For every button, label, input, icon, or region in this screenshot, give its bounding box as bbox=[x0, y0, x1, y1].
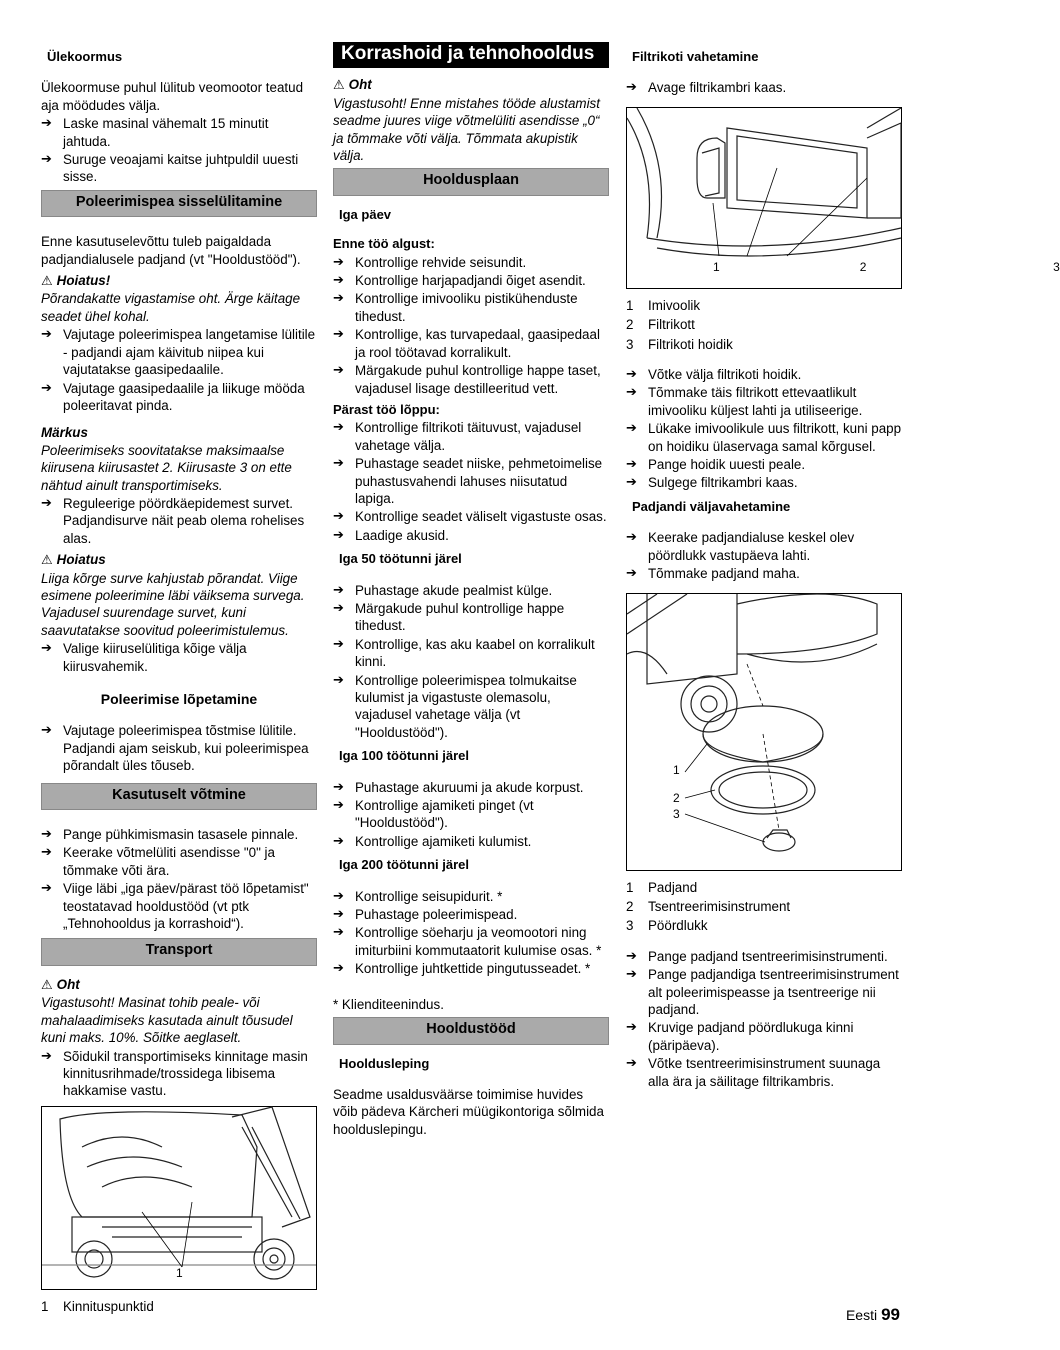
step: ➔ Viige läbi „iga päev/pärast töö lõpetamist" teostatavad hooldustööd (vt ptk „Tehnohooldus ja korrashoid“). bbox=[41, 880, 317, 932]
section-bar-hooldusplaan: Hooldusplaan bbox=[333, 168, 609, 195]
warning-title: Hoiatus! bbox=[56, 273, 111, 289]
heading-lopetamine: Poleerimise lõpetamine bbox=[100, 691, 258, 707]
step: ➔ Keerake padjandialuse keskel olev pöördlukk vastupäeva lahti. bbox=[626, 529, 902, 564]
pad-illustration bbox=[627, 594, 901, 870]
machine-illustration bbox=[42, 1107, 316, 1289]
step: ➔ Puhastage poleerimispead. bbox=[333, 906, 609, 923]
legend-item: 2 Filtrikott bbox=[626, 317, 695, 333]
note-title: Märkus bbox=[41, 425, 88, 441]
warning-text: Liiga kõrge surve kahjustab põrandat. Viige esimene poleerimine läbi väiksema survega. Vajadusel suurendage survet, kuni saavutatakse soovitud poleerimistulemus. bbox=[41, 570, 305, 638]
heading-iga-paev: Iga päev bbox=[339, 206, 392, 222]
legend-item: 3 Filtrikoti hoidik bbox=[626, 336, 733, 352]
step: ➔ Sulgege filtrikambri kaas. bbox=[626, 474, 902, 491]
legend-item: 1 Kinnituspunktid bbox=[41, 1298, 154, 1314]
legend-item: 2 Tsentreerimisinstrument bbox=[626, 898, 791, 914]
figure-transport bbox=[41, 1106, 317, 1290]
step: ➔ Tõmmake täis filtrikott ettevaatlikult imivooliku küljest lahti ja utiliseerige. bbox=[626, 384, 902, 419]
heading-hooldusleping: Hooldusleping bbox=[339, 1055, 430, 1071]
danger-heading bbox=[41, 976, 317, 994]
legend-item: 3 Pöördlukk bbox=[626, 918, 708, 934]
step: ➔ Pange pühkimismasin tasasele pinnale. bbox=[41, 826, 317, 843]
warning-triangle-icon: ⚠ bbox=[41, 977, 53, 993]
step: ➔ Kontrollige seadet väliselt vigastuste osas. bbox=[333, 508, 609, 525]
step: ➔ Laske masinal vähemalt 15 minutit jahtuda. bbox=[41, 115, 317, 150]
section-bar-transport: Transport bbox=[41, 938, 317, 965]
heading-ylekoormus: Ülekoormus bbox=[47, 49, 123, 64]
step: ➔ Kontrollige seisupidurit. * bbox=[333, 888, 609, 905]
step: ➔ Puhastage seadet niiske, pehmetoimelise puhastusvahendi lahuses niisutatud lapiga. bbox=[333, 455, 609, 507]
step: ➔ Vajutage gaasipedaalile ja liikuge mööda poleeritavat pinda. bbox=[41, 380, 317, 415]
step: ➔ Pange padjand tsentreerimisinstrumenti. bbox=[626, 948, 902, 965]
figure-label: 1 bbox=[673, 762, 680, 777]
heading-enne: Enne töö algust: bbox=[333, 236, 435, 252]
step: ➔ Sõidukil transportimiseks kinnitage masin kinnitusrihmade/trossidega libisema hakkamise vastu. bbox=[41, 1048, 317, 1100]
note-text: Poleerimiseks soovitatakse maksimaalse kiirusena kiirusastet 2. Kiirusaste 3 on ette nähtud ainult transportimiseks. bbox=[41, 442, 292, 493]
figure-pad bbox=[626, 593, 902, 871]
chapter-title: Korrashoid ja tehnohooldus bbox=[333, 42, 609, 68]
figure-label: 3 bbox=[673, 806, 680, 821]
step: ➔ Märgakude puhul kontrollige happe tihedust. bbox=[333, 600, 609, 635]
column-right bbox=[626, 42, 1060, 1091]
step: ➔ Tõmmake padjand maha. bbox=[626, 565, 902, 582]
danger-title: Oht bbox=[348, 77, 372, 93]
step: ➔ Puhastage akude pealmist külge. bbox=[333, 582, 609, 599]
warning-triangle-icon: ⚠ bbox=[333, 78, 345, 94]
danger-title: Oht bbox=[56, 976, 80, 992]
step: ➔ Kontrollige, kas aku kaabel on korralikult kinni. bbox=[333, 636, 609, 671]
step: ➔ Pange hoidik uuesti peale. bbox=[626, 456, 902, 473]
step: ➔ Kontrollige ajamiketi pinget (vt "Hooldustööd"). bbox=[333, 797, 609, 832]
step: ➔ Kontrollige, kas turvapedaal, gaasipedaal ja rool töötavad korralikult. bbox=[333, 326, 609, 361]
hooldusleping-text: Seadme usaldusväärse toimimise huvides võib pädeva Kärcheri müügikontoriga sõlmida hoolduslepingu. bbox=[333, 1086, 604, 1137]
step: ➔ Võtke välja filtrikoti hoidik. bbox=[626, 366, 902, 383]
heading-50: Iga 50 töötunni järel bbox=[339, 551, 462, 567]
warning-text: Põrandakatte vigastamise oht. Ärge käitage seadet ühel kohal. bbox=[41, 291, 301, 324]
heading-padjandi: Padjandi väljavahetamine bbox=[632, 498, 791, 514]
column-middle bbox=[333, 42, 609, 1138]
warning-triangle-icon: ⚠ bbox=[41, 553, 53, 569]
danger-text: Vigastusoht! Masinat tohib peale- või mahalaadimiseks kasutada ainult tõusudel kuni maks. 10%. Sõitke aeglaselt. bbox=[41, 995, 293, 1046]
heading-100: Iga 100 töötunni järel bbox=[339, 748, 470, 764]
step: ➔ Kontrollige imivooliku pistikühenduste tihedust. bbox=[333, 290, 609, 325]
heading-filtrikoti: Filtrikoti vahetamine bbox=[632, 49, 759, 64]
section-bar-hooldustood: Hooldustööd bbox=[333, 1017, 609, 1044]
step: ➔ Vajutage poleerimispea tõstmise lülitile. Padjandi ajam seiskub, kui poleerimispea põrandalt üles tõuseb. bbox=[41, 722, 317, 774]
warning-triangle-icon: ⚠ bbox=[41, 274, 53, 290]
heading-parast: Pärast töö lõppu: bbox=[333, 401, 440, 417]
step: ➔ Keerake võtmelüliti asendisse "0" ja tõmmake võti ära. bbox=[41, 844, 317, 879]
step: ➔ Kontrollige ajamiketi kulumist. bbox=[333, 833, 609, 850]
danger-heading bbox=[333, 76, 609, 94]
warning-heading bbox=[41, 551, 317, 569]
figure-label: 1 bbox=[176, 1266, 183, 1281]
step: ➔ Kontrollige harjapadjandi õiget asendit. bbox=[333, 272, 609, 289]
footnote: * Klienditeenindus. bbox=[333, 996, 444, 1012]
step: ➔ Kruvige padjand pöördlukuga kinni (päripäeva). bbox=[626, 1019, 902, 1054]
warning-title: Hoiatus bbox=[56, 552, 106, 568]
page-footer bbox=[846, 1306, 900, 1324]
step: ➔ Kontrollige rehvide seisundit. bbox=[333, 254, 609, 271]
step: ➔ Märgakude puhul kontrollige happe taset, vajadusel lisage destilleeritud vett. bbox=[333, 362, 609, 397]
step: ➔ Võtke tsentreerimisinstrument suunaga alla ära ja säilitage filtrikambris. bbox=[626, 1055, 902, 1090]
page-number: 99 bbox=[881, 1305, 900, 1324]
step: ➔ Lükake imivoolikule uus filtrikott, kuni papp on hoidiku ülaservaga samal kõrgusel. bbox=[626, 420, 902, 455]
ylekoormus-text: Ülekoormuse puhul lülitub veomootor teatud aja möödudes välja. bbox=[41, 80, 304, 113]
figure-labels: 1 2 3 bbox=[713, 259, 1060, 274]
step: ➔ Laadige akusid. bbox=[333, 527, 609, 544]
figure-filter bbox=[626, 107, 1060, 289]
step: ➔ Valige kiiruselülitiga kõige välja kiirusvahemik. bbox=[41, 640, 317, 675]
poleer-text: Enne kasutuselevõttu tuleb paigaldada padjandialusele padjand (vt "Hooldustööd"). bbox=[41, 234, 301, 267]
step: ➔ Pange padjandiga tsentreerimisinstrument alt poleerimispeasse ja tsentreerige nii padjand. bbox=[626, 966, 902, 1018]
step: ➔ Reguleerige pöördkäepidemest survet. Padjandisurve näit peab olema rohelises alas. bbox=[41, 495, 317, 547]
step: ➔ Kontrollige söeharju ja veomootori ning imiturbiini kommutaatorit kulumise osas. * bbox=[333, 924, 609, 959]
footer-language: Eesti bbox=[845, 1307, 878, 1323]
section-bar-kasutuselt: Kasutuselt võtmine bbox=[41, 783, 317, 810]
step: ➔ Kontrollige juhtkettide pingutusseadet. * bbox=[333, 960, 609, 977]
column-left bbox=[41, 42, 317, 1317]
legend-item: 1 Imivoolik bbox=[626, 297, 701, 313]
step: ➔ Suruge veoajami kaitse juhtpuldil uuesti sisse. bbox=[41, 151, 317, 186]
heading-200: Iga 200 töötunni järel bbox=[339, 857, 470, 873]
step: ➔ Avage filtrikambri kaas. bbox=[626, 79, 902, 96]
warning-heading bbox=[41, 272, 317, 290]
section-bar-poleerimispea: Poleerimispea sisselülitamine bbox=[41, 190, 317, 217]
danger-text: Vigastusoht! Enne mistahes tööde alustamist seadme juures viige võtmelüliti asendisse „0“ ja tõmmake võti välja. Tõmmata akupistik välja. bbox=[333, 95, 600, 164]
legend-item: 1 Padjand bbox=[626, 879, 698, 895]
step: ➔ Kontrollige filtrikoti täituvust, vajadusel vahetage välja. bbox=[333, 419, 609, 454]
step: ➔ Vajutage poleerimispea langetamise lülitile - padjandi ajam käivitub niipea kui vajutatakse gaasipedaalile. bbox=[41, 326, 317, 378]
figure-label: 2 bbox=[673, 790, 680, 805]
step: ➔ Kontrollige poleerimispea tolmukaitse kulumist ja vigastuste olemasolu, vajadusel vahetage välja (vt "Hooldustööd"). bbox=[333, 672, 609, 742]
step: ➔ Puhastage akuruumi ja akude korpust. bbox=[333, 779, 609, 796]
